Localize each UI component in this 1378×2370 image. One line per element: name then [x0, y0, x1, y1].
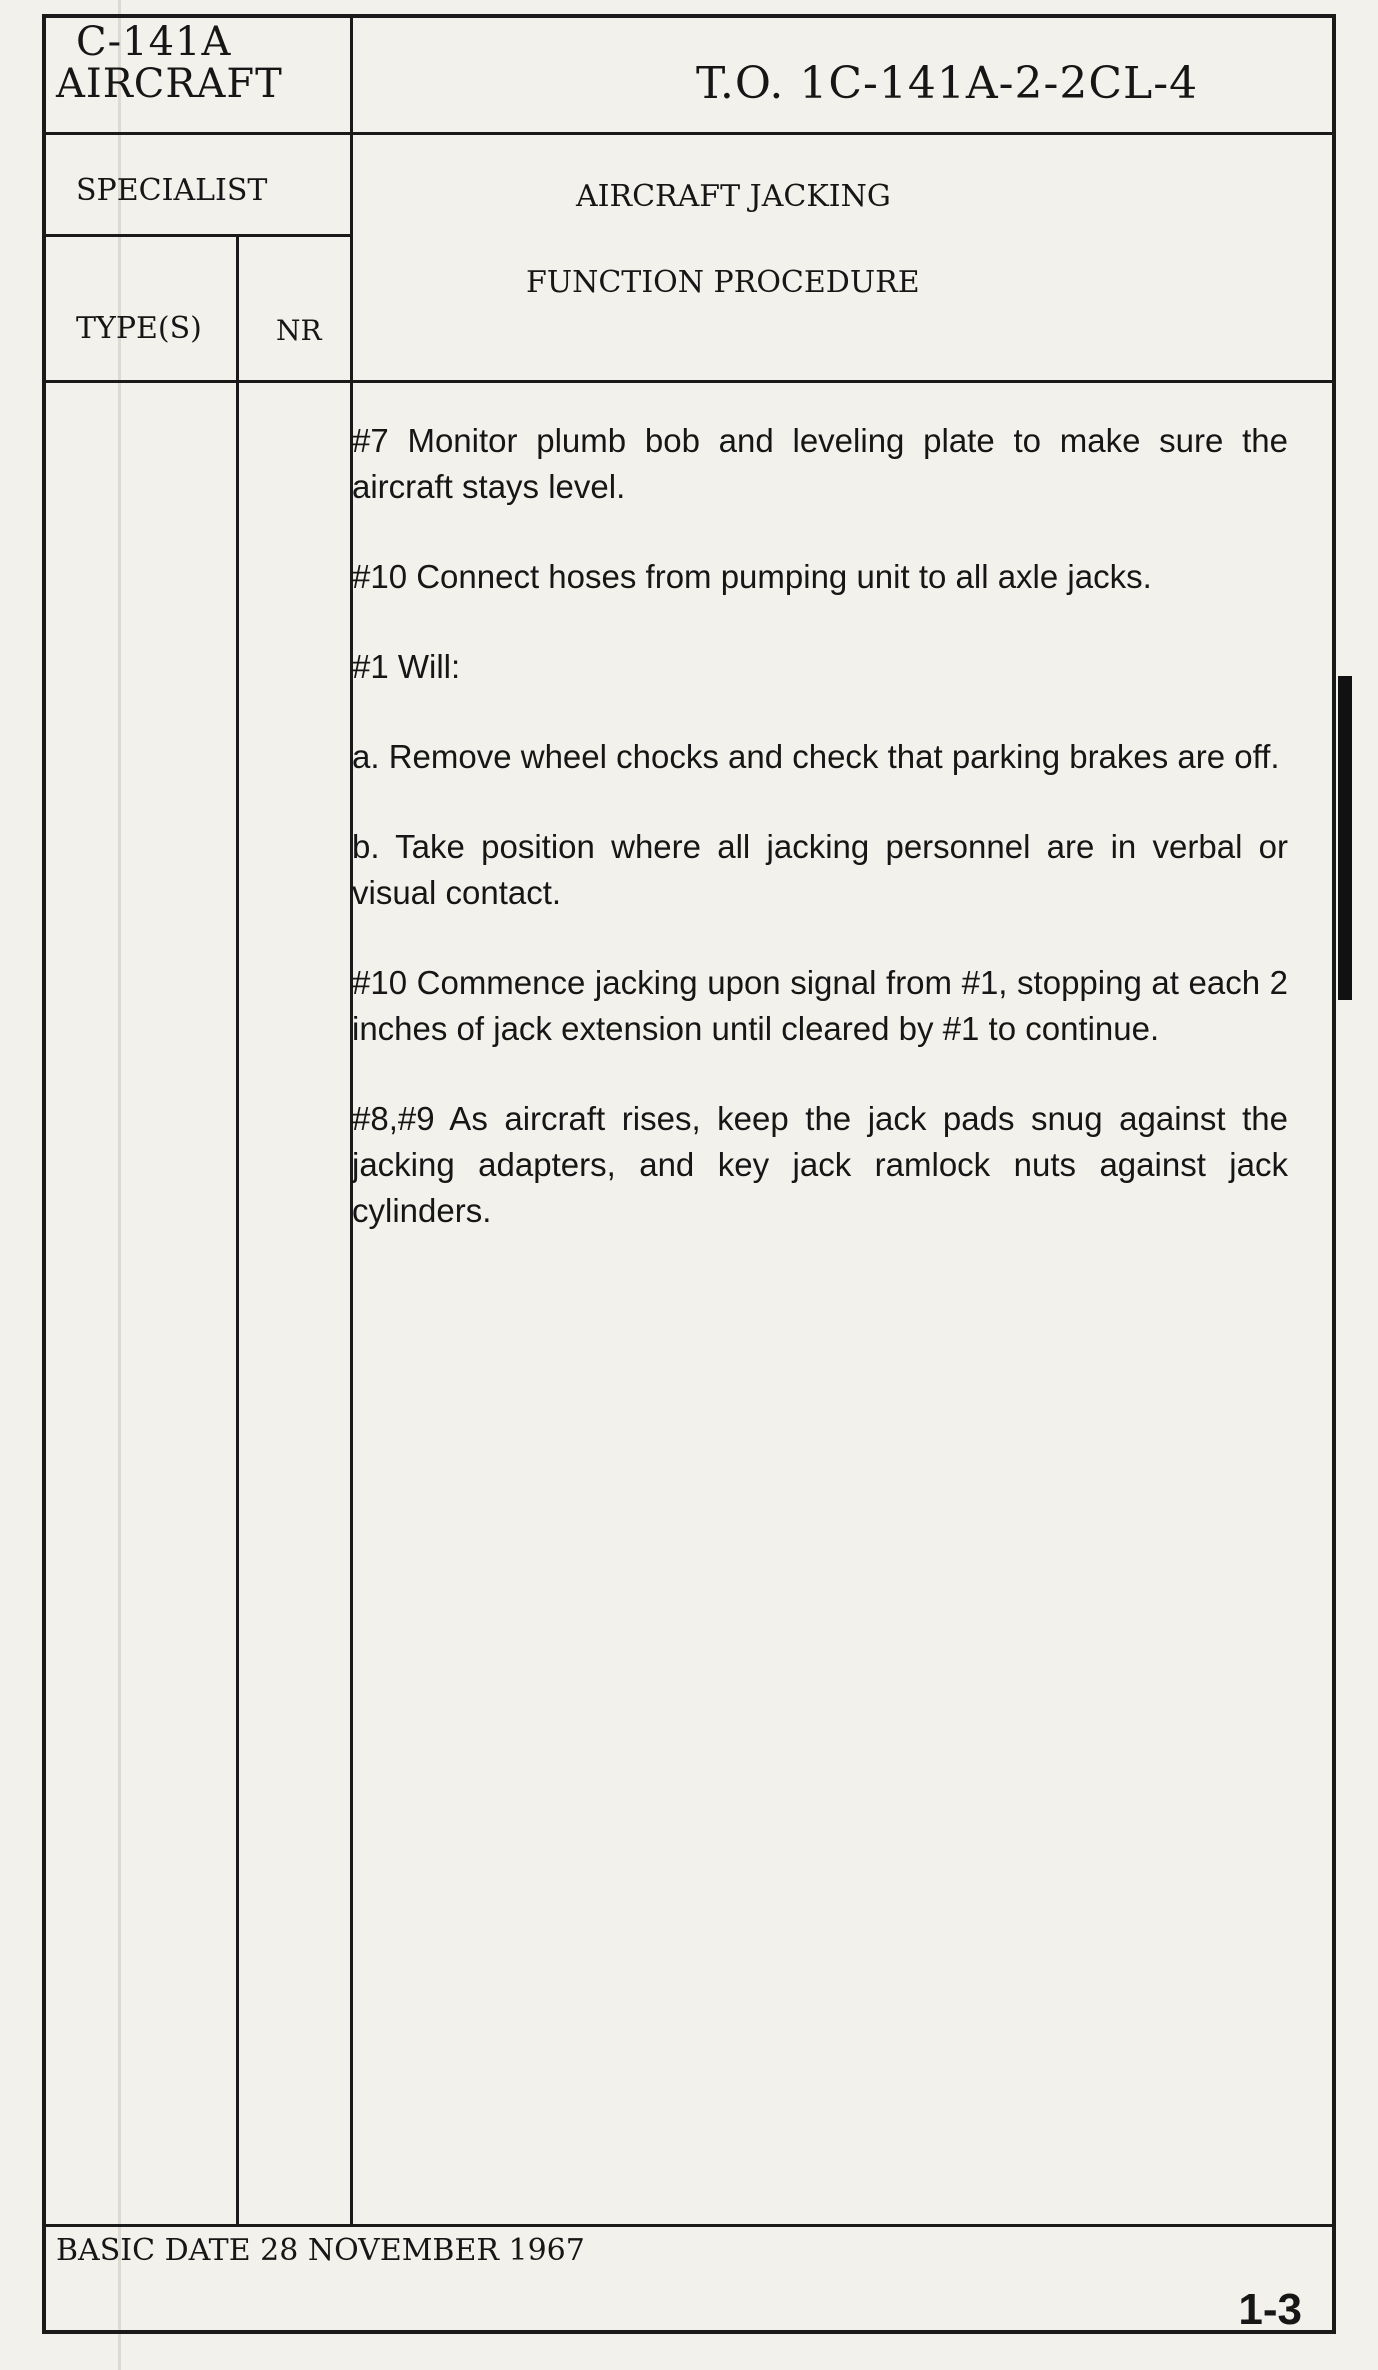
step-remove-chocks: a. Remove wheel chocks and check that parking brakes are off. — [352, 738, 1280, 775]
task-title: AIRCRAFT JACKING — [576, 179, 891, 214]
step-connect-hoses: #10 Connect hoses from pumping unit to all axle jacks. — [352, 558, 1152, 595]
checklist-page — [42, 14, 1336, 2334]
aircraft-label: AIRCRAFT — [56, 61, 283, 107]
step-commence-jacking: #10 Commence jacking upon signal from #1, stopping at each 2 inches of jack extension until cleared by #1 to continue. — [352, 964, 1288, 1047]
step-monitor-level: #7 Monitor plumb bob and leveling plate to make sure the aircraft stays level. — [352, 422, 1288, 505]
step-keep-pads-snug: #8,#9 As aircraft rises, keep the jack pads snug against the jacking adapters, and key jack ramlock nuts against jack cylinders. — [352, 1100, 1288, 1229]
technical-order-number: T.O. 1C-141A-2-2CL-4 — [696, 58, 1199, 109]
basic-date: BASIC DATE 28 NOVEMBER 1967 — [56, 2233, 585, 2268]
specialist-divider — [46, 234, 352, 237]
type-column-label: TYPE(S) — [76, 311, 202, 346]
step-one-will: #1 Will: — [352, 648, 461, 685]
type-nr-divider — [236, 234, 239, 2226]
nr-column-label: NR — [276, 314, 322, 347]
specialist-label: SPECIALIST — [76, 173, 268, 208]
change-bar — [1338, 676, 1352, 1000]
header-divider — [46, 132, 1332, 135]
section-title: FUNCTION PROCEDURE — [526, 265, 920, 300]
page-number: 1-3 — [1238, 2285, 1302, 2334]
aircraft-type: C-141A — [76, 19, 232, 65]
step-take-position: b. Take position where all jacking personnel are in verbal or visual contact. — [352, 828, 1288, 911]
procedure-steps — [352, 418, 1288, 1278]
